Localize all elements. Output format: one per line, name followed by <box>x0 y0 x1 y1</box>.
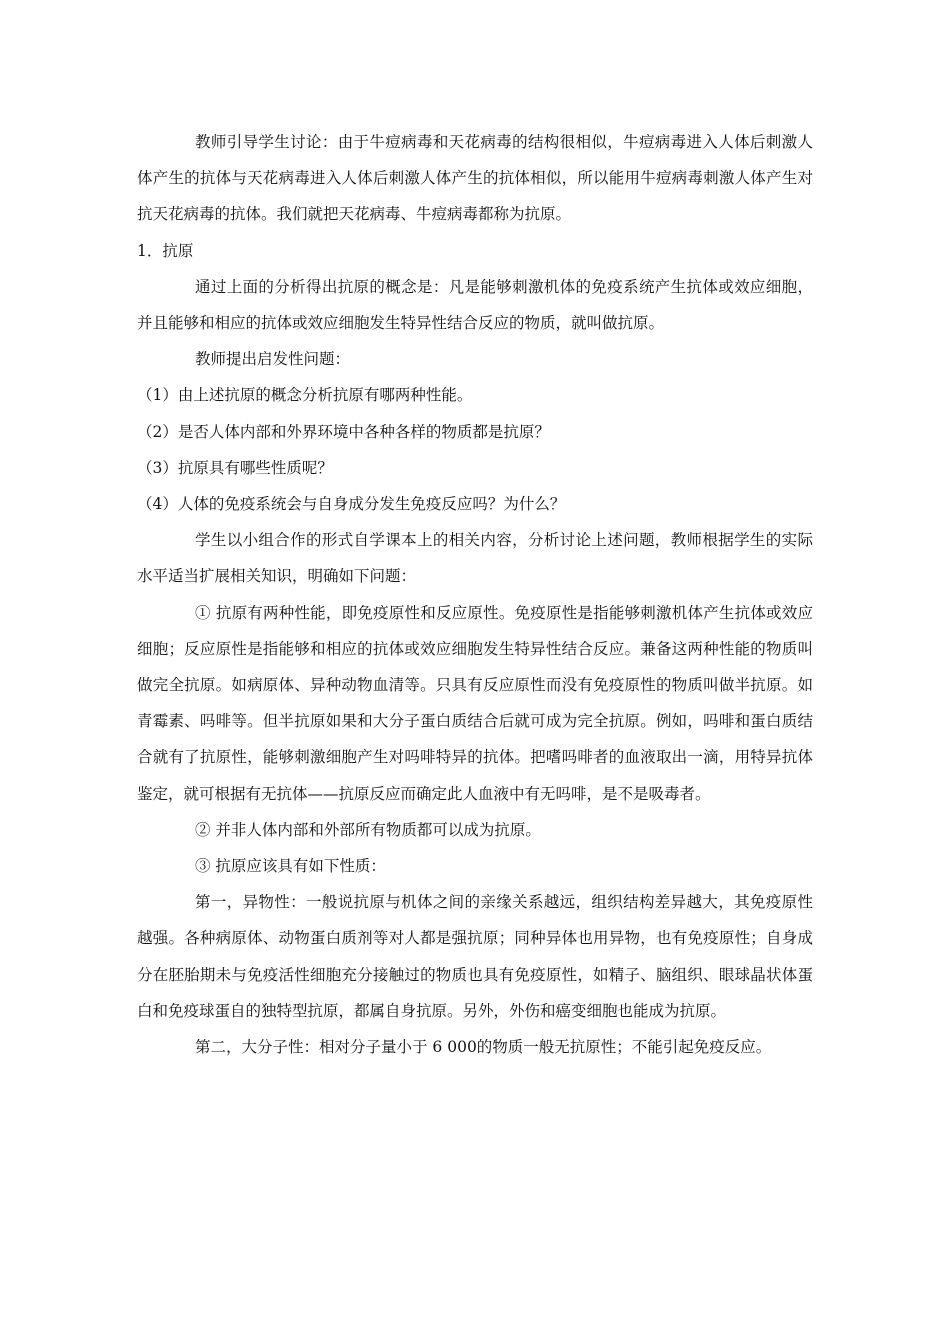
paragraph-point-3: ③ 抗原应该具有如下性质： <box>195 857 386 876</box>
section-heading-antigen: 1．抗原 <box>137 241 194 260</box>
question-item-4: （4）人体的免疫系统会与自身成分发生免疫反应吗？为什么？ <box>137 495 566 514</box>
paragraph-antigen-definition: 通过上面的分析得出抗原的概念是：凡是能够刺激机体的免疫系统产生抗体或效应细胞，并且能够和相应的抗体或效应细胞发生特异性结合反应的物质，就叫做抗原。 <box>137 277 813 333</box>
question-item-3: （3）抗原具有哪些性质呢？ <box>137 458 333 477</box>
paragraph-teacher-questions: 教师提出启发性问题： <box>195 350 351 369</box>
paragraph-point-1: ① 抗原有两种性能，即免疫原性和反应原性。免疫原性是指能够刺激机体产生抗体或效应细胞；反应原性是指能够和相应的抗体或效应细胞发生特异性结合反应。兼备这两种性能的物质叫做完全抗原。如病原体、异种动物血清等。只具有反应原性而没有免疫原性的物质叫做半抗原。如青霉素、吗啡等。但半抗原如果和大分子蛋白质结合后就可成为完全抗原。例如，吗啡和蛋白质结合就有了抗原性，能够刺激细胞产生对吗啡特异的抗体。把嗜吗啡者的血液取出一滴，用特异抗体鉴定，就可根据有无抗体——抗原反应而确定此人血液中有无吗啡，是不是吸毒者。 <box>137 603 813 803</box>
question-item-1: （1）由上述抗原的概念分析抗原有哪两种性能。 <box>137 386 473 405</box>
paragraph-macromolecular: 第二，大分子性：相对分子量小于 6 000的物质一般无抗原性；不能引起免疫反应。 <box>195 1038 772 1057</box>
paragraph-point-2: ② 并非人体内部和外部所有物质都可以成为抗原。 <box>195 820 541 839</box>
paragraph-foreignness: 第一，异物性：一般说抗原与机体之间的亲缘关系越远，组织结构差异越大，其免疫原性越强。各种病原体、动物蛋白质剂等对人都是强抗原；同种异体也用异物，也有免疫原性；自身成分在胚胎期未与免疫活性细胞充分接触过的物质也具有免疫原性，如精子、脑组织、眼球晶状体蛋白和免疫球蛋自的独特型抗原，都属自身抗原。另外，外伤和癌变细胞也能成为抗原。 <box>137 893 813 1020</box>
document-body <box>137 124 813 1065</box>
paragraph-student-groups: 学生以小组合作的形式自学课本上的相关内容，分析讨论上述问题，教师根据学生的实际水平适当扩展相关知识，明确如下问题： <box>137 531 813 586</box>
question-item-2: （2）是否人体内部和外界环境中各种各样的物质都是抗原？ <box>137 422 550 441</box>
paragraph-discussion-intro: 教师引导学生讨论：由于牛痘病毒和天花病毒的结构很相似，牛痘病毒进入人体后刺激人体产生的抗体与天花病毒进入人体后刺激人体产生的抗体相似，所以能用牛痘病毒刺激人体产生对抗天花病毒的抗体。我们就把天花病毒、牛痘病毒都称为抗原。 <box>137 133 813 224</box>
